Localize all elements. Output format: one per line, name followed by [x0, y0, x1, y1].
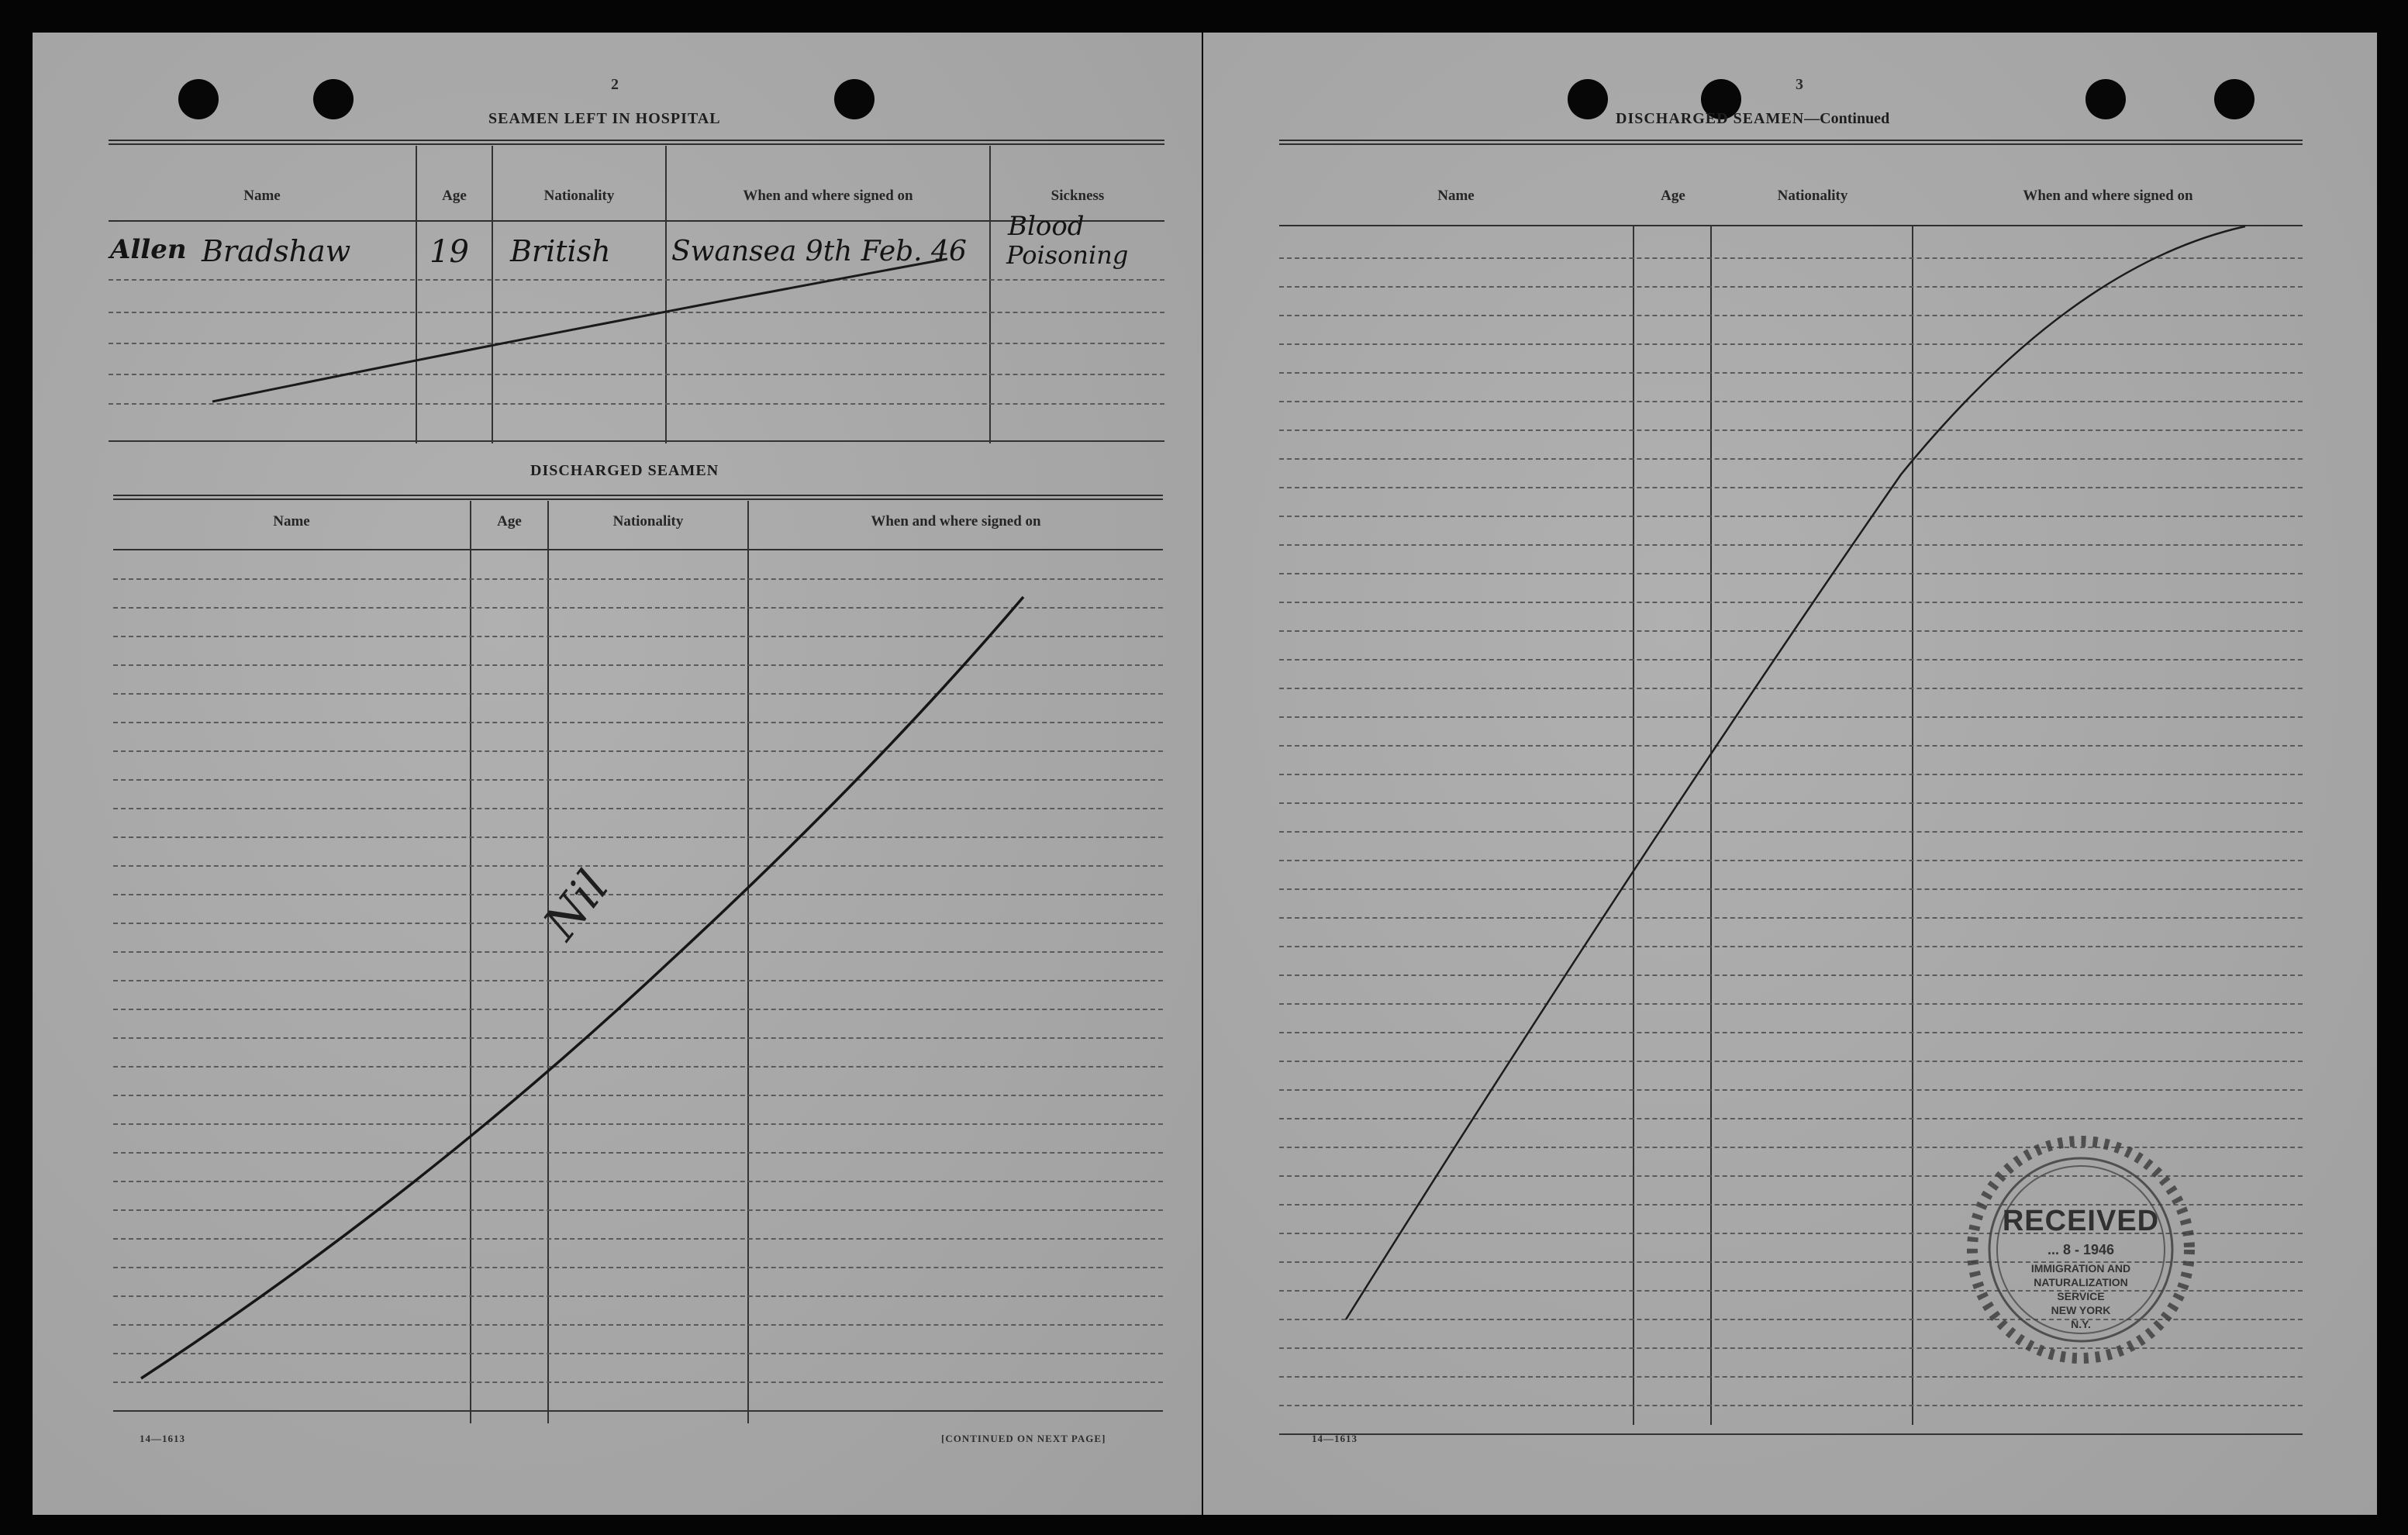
stamp-word: RECEIVED — [2002, 1205, 2160, 1237]
form-number: 14—1613 — [1312, 1433, 1358, 1444]
page-number: 3 — [1796, 76, 1803, 93]
title-suffix: —Continued — [1804, 110, 1890, 127]
col-header-signed-on: When and where signed on — [871, 513, 1041, 529]
stamp-line4: NEW YORK — [2051, 1304, 2111, 1316]
hospital-row-sickness-1: Blood — [1008, 211, 1085, 242]
page-number: 2 — [611, 76, 619, 93]
col-header-nationality: Nationality — [612, 513, 684, 529]
right-page — [1203, 33, 2377, 1515]
discharged-section-title: DISCHARGED SEAMEN — [530, 462, 719, 479]
form-number: 14—1613 — [140, 1433, 185, 1444]
stamp-line1: IMMIGRATION AND — [2030, 1262, 2131, 1275]
title-main: DISCHARGED SEAMEN — [1616, 110, 1805, 127]
col-header-age: Age — [497, 513, 522, 529]
hospital-row-signed-on: Swansea 9th Feb. 46 — [671, 236, 967, 267]
col-header-sickness: Sickness — [1050, 188, 1105, 204]
col-header-nationality: Nationality — [1777, 188, 1848, 204]
col-header-signed-on: When and where signed on — [743, 188, 913, 204]
strike-lines — [1203, 33, 2377, 1515]
col-header-age: Age — [1661, 188, 1685, 204]
col-header-nationality: Nationality — [543, 188, 615, 204]
nil-mark: Nil — [533, 861, 620, 950]
col-header-name: Name — [243, 188, 281, 204]
strike-line-continued — [1346, 226, 2245, 1319]
continued-note: [CONTINUED ON NEXT PAGE] — [941, 1433, 1106, 1444]
hospital-row-sickness-2: Poisoning — [1006, 240, 1129, 270]
strike-line-hospital — [212, 259, 947, 402]
stamp-line3: SERVICE — [2057, 1290, 2105, 1302]
left-page — [33, 33, 1202, 1515]
strike-line-discharged — [141, 597, 1023, 1378]
col-header-name: Name — [1437, 188, 1475, 204]
hospital-section-title: SEAMEN LEFT IN HOSPITAL — [488, 110, 721, 127]
stamp-line2: NATURALIZATION — [2034, 1276, 2128, 1288]
hospital-row-age: 19 — [430, 234, 469, 270]
strike-lines — [33, 33, 1202, 1515]
stamp-line5: N.Y. — [2071, 1318, 2091, 1330]
hospital-row-name-first: Allen — [110, 234, 187, 265]
col-header-name: Name — [273, 513, 310, 529]
hospital-row-nationality: British — [510, 234, 611, 268]
stamp-date: ... 8 - 1946 — [2047, 1242, 2115, 1257]
hospital-row-name-last: Bradshaw — [202, 234, 351, 268]
col-header-signed-on: When and where signed on — [2023, 188, 2193, 204]
col-header-age: Age — [442, 188, 467, 204]
